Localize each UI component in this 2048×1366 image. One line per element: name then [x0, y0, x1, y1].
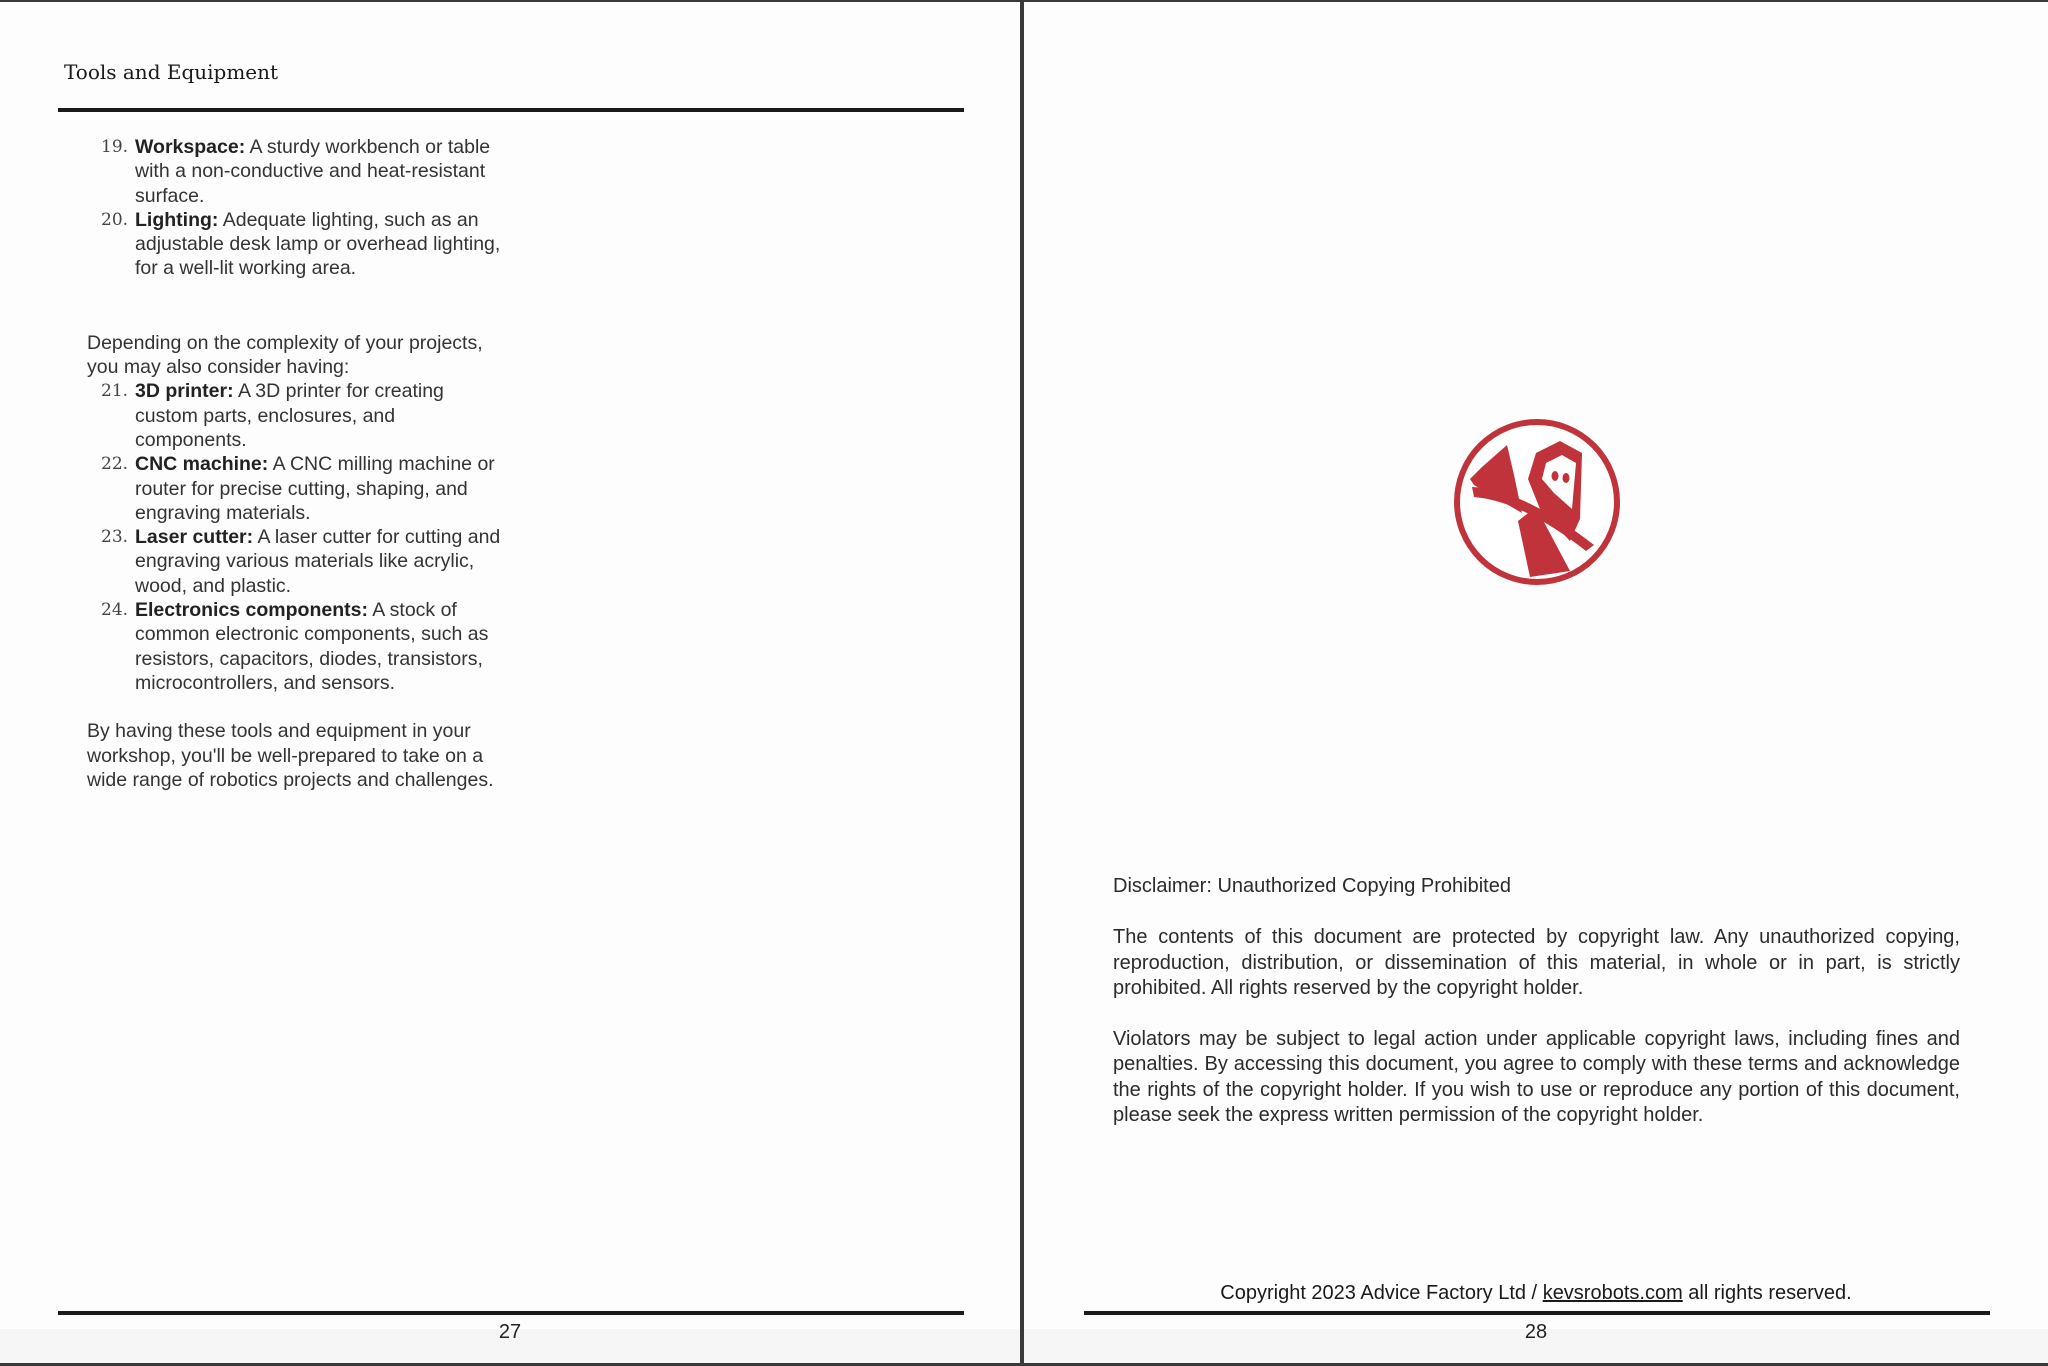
- list-term: 3D printer:: [135, 380, 234, 403]
- footer-rule: [58, 1311, 964, 1315]
- list-text: A laser cutter for cutting and engraving various materials like acrylic, wood, and plastic.: [135, 526, 501, 597]
- footer-rule: [1084, 1311, 1990, 1315]
- list-text: A sturdy workbench or table with a non-conductive and heat-resistant surface.: [135, 136, 491, 207]
- page-number: 27: [498, 1321, 522, 1343]
- list-term: CNC machine:: [135, 453, 269, 476]
- page-28: [1024, 2, 2048, 1363]
- list-text: Adequate lighting, such as an adjustable desk lamp or overhead lighting, for a well-lit working area.: [135, 208, 501, 280]
- kevsrobots-link[interactable]: kevsrobots.com: [1542, 1282, 1683, 1304]
- disclaimer-block: [1113, 874, 1960, 1128]
- disclaimer-paragraph: Violators may be subject to legal action under applicable copyright laws, including fines and penalties. By accessing this document, you agree to comply with these terms and acknowledge the rights of the copyright holder. If you wish to use or reproduce any portion of this document, please seek the express written permission of the copyright holder.: [1113, 1028, 1960, 1127]
- equipment-list-b: [87, 379, 507, 695]
- header-rule: [58, 108, 964, 112]
- list-term: Lighting:: [135, 208, 219, 231]
- page-content: [87, 135, 507, 792]
- list-text: A CNC milling machine or router for precise cutting, shaping, and engraving materials.: [135, 453, 495, 524]
- list-item: [87, 208, 507, 281]
- list-item: [87, 379, 507, 452]
- list-text: A stock of common electronic components, such as resistors, capacitors, diodes, transistors, microcontrollers, and sensors.: [135, 599, 489, 694]
- list-item: [87, 452, 507, 525]
- closing-paragraph: By having these tools and equipment in your workshop, you'll be well-prepared to take on a wide range of robotics projects and challenges.: [87, 720, 494, 791]
- list-item: [87, 135, 507, 208]
- list-term: Workspace:: [135, 136, 246, 158]
- list-number: 19.: [101, 137, 129, 157]
- robot-face-logo-icon: [1452, 417, 1622, 587]
- list-number: 22.: [101, 454, 129, 475]
- running-head: Tools and Equipment: [64, 60, 279, 84]
- list-item: [87, 598, 507, 695]
- copyright-line: [1024, 1282, 2048, 1305]
- list-text: A 3D printer for creating custom parts, enclosures, and components.: [135, 380, 444, 451]
- list-number: 23.: [101, 527, 129, 548]
- disclaimer-paragraph: The contents of this document are protected by copyright law. Any unauthorized copying, reproduction, distribution, or dissemination of this material, in whole or in part, is strictly prohibited. All rights reserved by the copyright holder.: [1113, 926, 1960, 999]
- page-number: 28: [1524, 1321, 1548, 1343]
- list-term: Laser cutter:: [135, 526, 254, 549]
- equipment-list-a: [87, 135, 507, 281]
- list-item: [87, 525, 507, 598]
- list-number: 24.: [101, 600, 129, 621]
- list-number: 21.: [101, 381, 129, 402]
- intro-paragraph: Depending on the complexity of your projects, you may also consider having:: [87, 331, 483, 379]
- page-27: [0, 2, 1020, 1363]
- copyright-suffix: all rights reserved.: [1682, 1282, 1852, 1304]
- list-number: 20.: [101, 209, 129, 230]
- copyright-prefix: Copyright 2023 Advice Factory Ltd /: [1220, 1282, 1543, 1304]
- disclaimer-title: Disclaimer: Unauthorized Copying Prohibited: [1113, 875, 1511, 897]
- list-term: Electronics components:: [135, 599, 368, 622]
